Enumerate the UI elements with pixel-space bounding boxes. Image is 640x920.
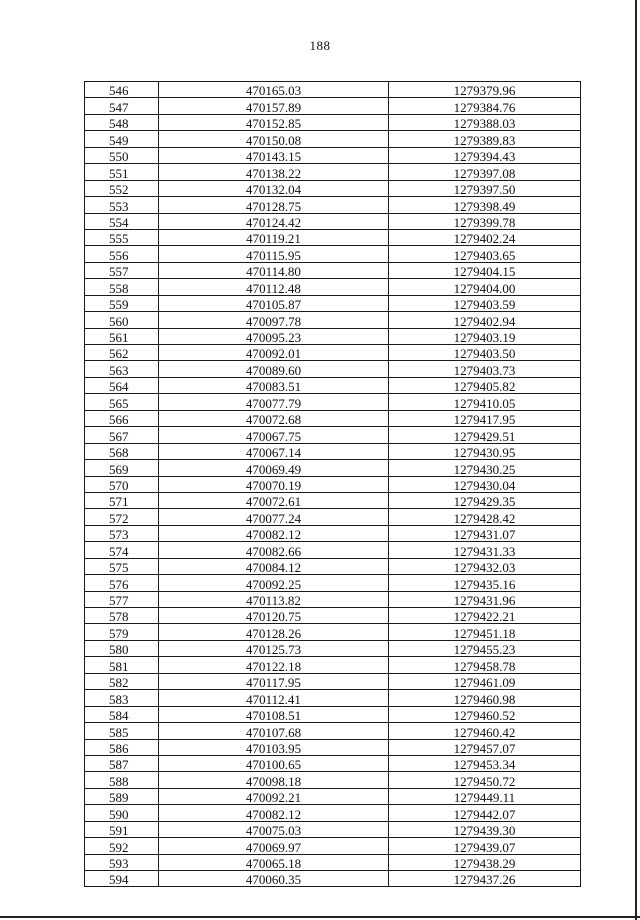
table-row <box>85 98 581 114</box>
point-id-cell: 565 <box>85 394 159 410</box>
scan-edge-right <box>635 0 637 920</box>
y-coordinate-cell: 1279410.05 <box>389 394 581 410</box>
x-coordinate-cell: 470103.95 <box>159 739 389 755</box>
y-coordinate-cell: 1279388.03 <box>389 114 581 130</box>
table-row <box>85 525 581 541</box>
table-row <box>85 246 581 262</box>
x-coordinate-cell: 470108.51 <box>159 706 389 722</box>
table-row <box>85 624 581 640</box>
x-coordinate-cell: 470125.73 <box>159 640 389 656</box>
y-coordinate-cell: 1279397.08 <box>389 164 581 180</box>
point-id-cell: 574 <box>85 542 159 558</box>
point-id-cell: 566 <box>85 410 159 426</box>
x-coordinate-cell: 470098.18 <box>159 772 389 788</box>
table-row <box>85 410 581 426</box>
y-coordinate-cell: 1279460.52 <box>389 706 581 722</box>
point-id-cell: 581 <box>85 657 159 673</box>
y-coordinate-cell: 1279417.95 <box>389 410 581 426</box>
table-row <box>85 854 581 870</box>
x-coordinate-cell: 470060.35 <box>159 871 389 887</box>
point-id-cell: 577 <box>85 591 159 607</box>
x-coordinate-cell: 470092.01 <box>159 345 389 361</box>
page-number: 188 <box>309 38 331 53</box>
point-id-cell: 579 <box>85 624 159 640</box>
y-coordinate-cell: 1279430.25 <box>389 460 581 476</box>
point-id-cell: 567 <box>85 427 159 443</box>
x-coordinate-cell: 470069.97 <box>159 838 389 854</box>
y-coordinate-cell: 1279442.07 <box>389 805 581 821</box>
point-id-cell: 552 <box>85 180 159 196</box>
y-coordinate-cell: 1279403.19 <box>389 328 581 344</box>
y-coordinate-cell: 1279431.07 <box>389 525 581 541</box>
x-coordinate-cell: 470095.23 <box>159 328 389 344</box>
point-id-cell: 588 <box>85 772 159 788</box>
point-id-cell: 563 <box>85 361 159 377</box>
table-row <box>85 361 581 377</box>
table-row <box>85 542 581 558</box>
point-id-cell: 550 <box>85 147 159 163</box>
y-coordinate-cell: 1279405.82 <box>389 377 581 393</box>
table-row <box>85 723 581 739</box>
table-row <box>85 821 581 837</box>
y-coordinate-cell: 1279460.42 <box>389 723 581 739</box>
point-id-cell: 569 <box>85 460 159 476</box>
point-id-cell: 580 <box>85 640 159 656</box>
y-coordinate-cell: 1279430.04 <box>389 476 581 492</box>
table-row <box>85 608 581 624</box>
y-coordinate-cell: 1279439.30 <box>389 821 581 837</box>
table-row <box>85 476 581 492</box>
y-coordinate-cell: 1279404.15 <box>389 262 581 278</box>
x-coordinate-cell: 470157.89 <box>159 98 389 114</box>
x-coordinate-cell: 470115.95 <box>159 246 389 262</box>
x-coordinate-cell: 470082.12 <box>159 805 389 821</box>
y-coordinate-cell: 1279450.72 <box>389 772 581 788</box>
y-coordinate-cell: 1279403.65 <box>389 246 581 262</box>
table-row <box>85 673 581 689</box>
y-coordinate-cell: 1279432.03 <box>389 558 581 574</box>
table-row <box>85 805 581 821</box>
y-coordinate-cell: 1279398.49 <box>389 197 581 213</box>
table-row <box>85 82 581 98</box>
table-row <box>85 164 581 180</box>
point-id-cell: 553 <box>85 197 159 213</box>
point-id-cell: 576 <box>85 575 159 591</box>
point-id-cell: 568 <box>85 443 159 459</box>
point-id-cell: 573 <box>85 525 159 541</box>
table-row <box>85 180 581 196</box>
table-row <box>85 492 581 508</box>
x-coordinate-cell: 470105.87 <box>159 295 389 311</box>
y-coordinate-cell: 1279435.16 <box>389 575 581 591</box>
x-coordinate-cell: 470067.75 <box>159 427 389 443</box>
x-coordinate-cell: 470077.79 <box>159 394 389 410</box>
point-id-cell: 594 <box>85 871 159 887</box>
x-coordinate-cell: 470117.95 <box>159 673 389 689</box>
point-id-cell: 585 <box>85 723 159 739</box>
x-coordinate-cell: 470107.68 <box>159 723 389 739</box>
table-row <box>85 262 581 278</box>
point-id-cell: 564 <box>85 377 159 393</box>
x-coordinate-cell: 470084.12 <box>159 558 389 574</box>
x-coordinate-cell: 470120.75 <box>159 608 389 624</box>
x-coordinate-cell: 470128.26 <box>159 624 389 640</box>
x-coordinate-cell: 470072.61 <box>159 492 389 508</box>
x-coordinate-cell: 470065.18 <box>159 854 389 870</box>
table-row <box>85 295 581 311</box>
y-coordinate-cell: 1279451.18 <box>389 624 581 640</box>
y-coordinate-cell: 1279431.33 <box>389 542 581 558</box>
table-row <box>85 197 581 213</box>
table-row <box>85 509 581 525</box>
point-id-cell: 578 <box>85 608 159 624</box>
point-id-cell: 570 <box>85 476 159 492</box>
x-coordinate-cell: 470070.19 <box>159 476 389 492</box>
x-coordinate-cell: 470152.85 <box>159 114 389 130</box>
table-row <box>85 706 581 722</box>
table-row <box>85 114 581 130</box>
y-coordinate-cell: 1279397.50 <box>389 180 581 196</box>
y-coordinate-cell: 1279437.26 <box>389 871 581 887</box>
y-coordinate-cell: 1279438.29 <box>389 854 581 870</box>
table-row <box>85 460 581 476</box>
table-row <box>85 377 581 393</box>
table-row <box>85 640 581 656</box>
x-coordinate-cell: 470082.66 <box>159 542 389 558</box>
y-coordinate-cell: 1279461.09 <box>389 673 581 689</box>
table-row <box>85 345 581 361</box>
table-row <box>85 427 581 443</box>
y-coordinate-cell: 1279458.78 <box>389 657 581 673</box>
y-coordinate-cell: 1279399.78 <box>389 213 581 229</box>
point-id-cell: 555 <box>85 229 159 245</box>
y-coordinate-cell: 1279402.24 <box>389 229 581 245</box>
point-id-cell: 575 <box>85 558 159 574</box>
table-row <box>85 690 581 706</box>
table-row <box>85 657 581 673</box>
y-coordinate-cell: 1279430.95 <box>389 443 581 459</box>
x-coordinate-cell: 470089.60 <box>159 361 389 377</box>
point-id-cell: 559 <box>85 295 159 311</box>
table-row <box>85 279 581 295</box>
y-coordinate-cell: 1279403.59 <box>389 295 581 311</box>
point-id-cell: 554 <box>85 213 159 229</box>
y-coordinate-cell: 1279384.76 <box>389 98 581 114</box>
x-coordinate-cell: 470092.21 <box>159 788 389 804</box>
y-coordinate-cell: 1279422.21 <box>389 608 581 624</box>
point-id-cell: 547 <box>85 98 159 114</box>
table-row <box>85 558 581 574</box>
table-row <box>85 131 581 147</box>
x-coordinate-cell: 470113.82 <box>159 591 389 607</box>
coordinates-table <box>84 81 581 887</box>
y-coordinate-cell: 1279403.73 <box>389 361 581 377</box>
point-id-cell: 593 <box>85 854 159 870</box>
point-id-cell: 589 <box>85 788 159 804</box>
point-id-cell: 561 <box>85 328 159 344</box>
table-row <box>85 788 581 804</box>
point-id-cell: 586 <box>85 739 159 755</box>
y-coordinate-cell: 1279431.96 <box>389 591 581 607</box>
table-row <box>85 312 581 328</box>
coordinates-table-body <box>85 82 581 887</box>
point-id-cell: 558 <box>85 279 159 295</box>
x-coordinate-cell: 470143.15 <box>159 147 389 163</box>
table-row <box>85 147 581 163</box>
point-id-cell: 591 <box>85 821 159 837</box>
x-coordinate-cell: 470077.24 <box>159 509 389 525</box>
table-row <box>85 394 581 410</box>
point-id-cell: 546 <box>85 82 159 98</box>
point-id-cell: 562 <box>85 345 159 361</box>
scan-edge-bottom <box>0 916 640 918</box>
point-id-cell: 556 <box>85 246 159 262</box>
x-coordinate-cell: 470150.08 <box>159 131 389 147</box>
point-id-cell: 548 <box>85 114 159 130</box>
y-coordinate-cell: 1279429.51 <box>389 427 581 443</box>
point-id-cell: 584 <box>85 706 159 722</box>
x-coordinate-cell: 470128.75 <box>159 197 389 213</box>
point-id-cell: 572 <box>85 509 159 525</box>
point-id-cell: 592 <box>85 838 159 854</box>
x-coordinate-cell: 470072.68 <box>159 410 389 426</box>
x-coordinate-cell: 470132.04 <box>159 180 389 196</box>
y-coordinate-cell: 1279455.23 <box>389 640 581 656</box>
y-coordinate-cell: 1279453.34 <box>389 755 581 771</box>
x-coordinate-cell: 470083.51 <box>159 377 389 393</box>
point-id-cell: 557 <box>85 262 159 278</box>
table-row <box>85 871 581 887</box>
x-coordinate-cell: 470165.03 <box>159 82 389 98</box>
y-coordinate-cell: 1279457.07 <box>389 739 581 755</box>
table-row <box>85 229 581 245</box>
table-row <box>85 772 581 788</box>
y-coordinate-cell: 1279389.83 <box>389 131 581 147</box>
x-coordinate-cell: 470069.49 <box>159 460 389 476</box>
x-coordinate-cell: 470138.22 <box>159 164 389 180</box>
x-coordinate-cell: 470067.14 <box>159 443 389 459</box>
point-id-cell: 587 <box>85 755 159 771</box>
x-coordinate-cell: 470122.18 <box>159 657 389 673</box>
table-row <box>85 591 581 607</box>
table-row <box>85 739 581 755</box>
point-id-cell: 590 <box>85 805 159 821</box>
table-row <box>85 443 581 459</box>
y-coordinate-cell: 1279403.50 <box>389 345 581 361</box>
x-coordinate-cell: 470112.41 <box>159 690 389 706</box>
y-coordinate-cell: 1279429.35 <box>389 492 581 508</box>
y-coordinate-cell: 1279379.96 <box>389 82 581 98</box>
table-row <box>85 838 581 854</box>
x-coordinate-cell: 470092.25 <box>159 575 389 591</box>
point-id-cell: 551 <box>85 164 159 180</box>
y-coordinate-cell: 1279404.00 <box>389 279 581 295</box>
x-coordinate-cell: 470082.12 <box>159 525 389 541</box>
y-coordinate-cell: 1279394.43 <box>389 147 581 163</box>
y-coordinate-cell: 1279449.11 <box>389 788 581 804</box>
y-coordinate-cell: 1279439.07 <box>389 838 581 854</box>
x-coordinate-cell: 470075.03 <box>159 821 389 837</box>
x-coordinate-cell: 470114.80 <box>159 262 389 278</box>
x-coordinate-cell: 470097.78 <box>159 312 389 328</box>
point-id-cell: 571 <box>85 492 159 508</box>
point-id-cell: 582 <box>85 673 159 689</box>
y-coordinate-cell: 1279428.42 <box>389 509 581 525</box>
point-id-cell: 583 <box>85 690 159 706</box>
y-coordinate-cell: 1279460.98 <box>389 690 581 706</box>
x-coordinate-cell: 470119.21 <box>159 229 389 245</box>
table-row <box>85 575 581 591</box>
point-id-cell: 549 <box>85 131 159 147</box>
table-row <box>85 755 581 771</box>
table-row <box>85 213 581 229</box>
x-coordinate-cell: 470124.42 <box>159 213 389 229</box>
x-coordinate-cell: 470100.65 <box>159 755 389 771</box>
x-coordinate-cell: 470112.48 <box>159 279 389 295</box>
table-row <box>85 328 581 344</box>
y-coordinate-cell: 1279402.94 <box>389 312 581 328</box>
point-id-cell: 560 <box>85 312 159 328</box>
